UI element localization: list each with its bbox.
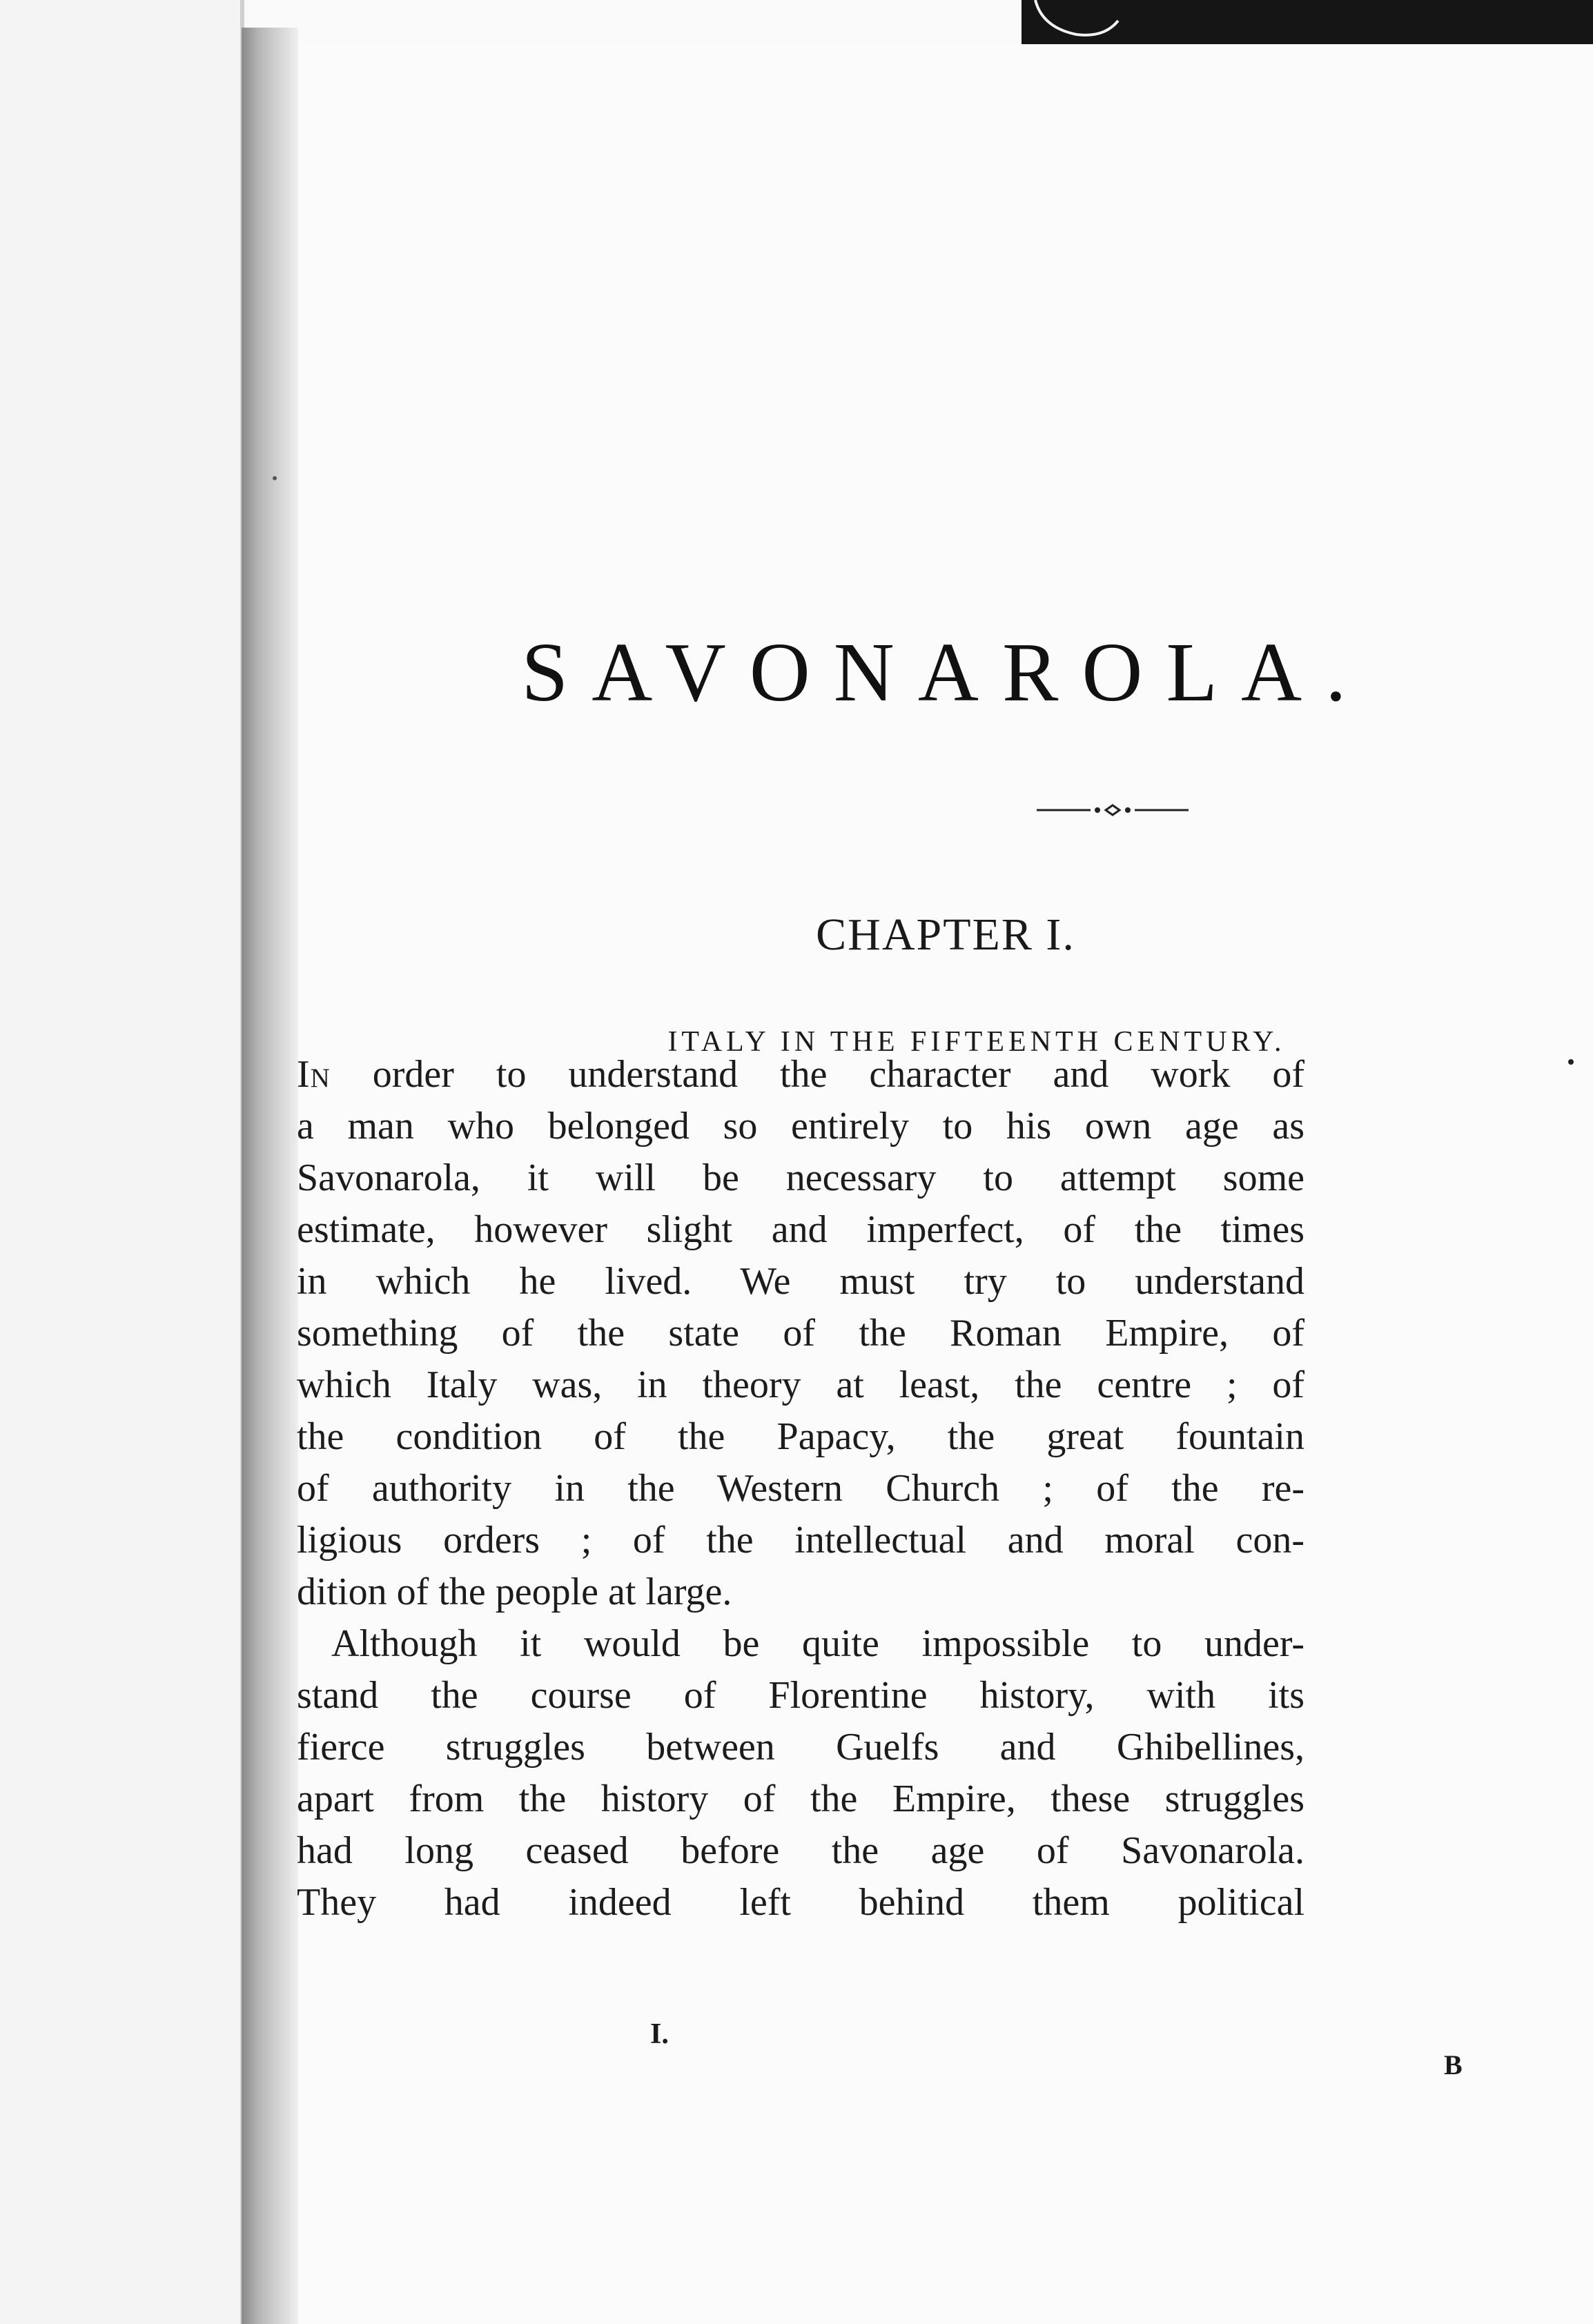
chapter-body: [297, 1049, 1304, 1929]
scan-speck: [1568, 1059, 1574, 1065]
paragraph-2-line: Although it would be quite impossible to under-: [331, 1622, 1304, 1665]
paragraph-1-line: in which he lived. We must try to understand: [297, 1260, 1304, 1303]
paragraph-1-line: something of the state of the Roman Empire, of: [297, 1312, 1304, 1355]
paragraph-2-line: apart from the history of the Empire, these struggles: [297, 1778, 1304, 1820]
paragraph-2-line: fierce struggles between Guelfs and Ghibellines,: [297, 1726, 1304, 1769]
previous-page: [0, 0, 243, 2324]
book-title: SAVONAROLA.: [521, 626, 1370, 719]
page-corner-curve: [1028, 0, 1125, 41]
paragraph-1-line: dition of the people at large.: [297, 1570, 732, 1613]
chapter-subtitle: ITALY IN THE FIFTEENTH CENTURY.: [667, 1026, 1286, 1058]
scan-speck: [273, 476, 277, 480]
paragraph-1-line: which Italy was, in theory at least, the centre ; of: [297, 1363, 1304, 1406]
paragraph-1-line: estimate, however slight and imperfect, of the times: [297, 1208, 1304, 1251]
divider-ornament: [1037, 800, 1189, 820]
book-gutter-shadow: [242, 28, 298, 2324]
signature-letter: B: [1444, 2049, 1463, 2080]
paragraph-2-line: stand the course of Florentine history, with its: [297, 1674, 1304, 1717]
drop-word: In: [297, 1053, 331, 1096]
paragraph-2-line: They had indeed left behind them political: [297, 1881, 1304, 1924]
paragraph-2-line: had long ceased before the age of Savonarola.: [297, 1829, 1304, 1872]
signature-volume: I.: [650, 2018, 669, 2050]
paragraph-1-line: Savonarola, it will be necessary to attempt some: [297, 1156, 1304, 1199]
chapter-heading: CHAPTER I.: [816, 909, 1075, 960]
paragraph-1-line: a man who belonged so entirely to his own age as: [297, 1105, 1304, 1148]
paragraph-1-line: of authority in the Western Church ; of the re-: [297, 1467, 1304, 1510]
paragraph-1-line: ligious orders ; of the intellectual and moral con-: [297, 1519, 1304, 1562]
paragraph-1-line: In order to understand the character and work of: [297, 1053, 1304, 1096]
paragraph-1-line: the condition of the Papacy, the great fountain: [297, 1415, 1304, 1458]
